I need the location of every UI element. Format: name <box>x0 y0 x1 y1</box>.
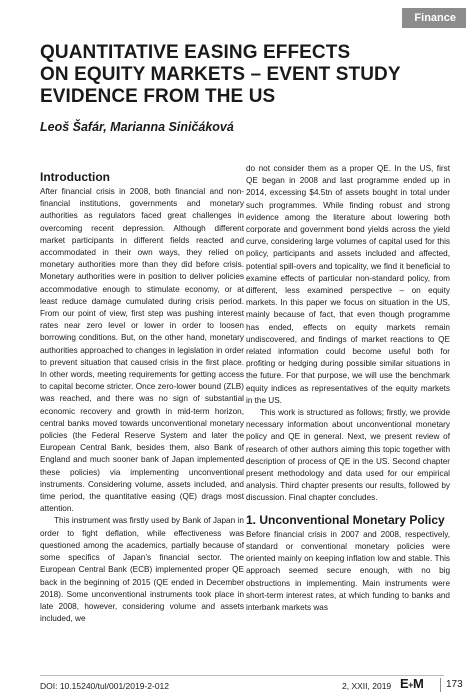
intro-paragraph-4: This work is structured as follows; firstly, we provide necessary information about unconventional monetary policy and QE in general. Next, we present review of research of other authors aiming this topic together with description of process of QE in the US. Second chapter present methodology and data used for our empirical analysis. Third chapter presents our results, followed by discussion. Final chapter concludes. <box>246 408 450 503</box>
title-line-1: QUANTITATIVE EASING EFFECTS <box>40 42 351 63</box>
right-column <box>246 163 450 614</box>
authors: Leoš Šafár, Marianna Siničáková <box>40 120 234 134</box>
title-line-2: ON EQUITY MARKETS – EVENT STUDY <box>40 64 401 85</box>
intro-paragraph-3: do not consider them as a proper QE. In the US, first QE began in 2008 and last programme ended up in 2014, excessing $4.5tn of assets bought in total under such programmes. While finding robust and strong evidence among the literature about lowering both corporate and government bond yields across the yield curve, considering large volumes of capital used for this policy, participants and assets included and affected, potential spill-overs and topicality, we find it beneficial to examine effects of particular non-standard policy, from different, less examined perspective – on equity markets. In this paper we focus on situation in the US, mainly because of fact, that even though programme has ended, effects on equity markets remain undiscovered, and findings of market reactions to QE related information could become useful both for profiting or hedging during possible similar situations in the future. For that purpose, we will use the benchmark equity indices as representatives of the equity markets in the US. <box>246 164 450 405</box>
intro-paragraph-2: This instrument was firstly used by Bank of Japan in order to fight deflation, while effectiveness was questioned among the academics, partially because of some specifics of Japan’s financial sector. The European Central Bank (ECB) implemented proper QE back in the beginning of 2015 (QE ended in December 2018). Some unconventional instruments took place in late 2008, however, considering volume and assets included, we <box>40 516 244 624</box>
article-title <box>40 42 440 108</box>
section-tag: Finance <box>402 8 466 28</box>
footer-divider <box>40 675 444 676</box>
logo-letter-m: M <box>412 676 424 691</box>
page-number: 173 <box>440 678 474 692</box>
logo-letter-e: E <box>400 676 409 691</box>
section-1-heading: 1. Unconventional Monetary Policy <box>246 512 445 527</box>
left-column <box>40 170 244 625</box>
introduction-heading: Introduction <box>40 170 110 184</box>
doi: DOI: 10.15240/tul/001/2019-2-012 <box>40 681 170 691</box>
issue-info: 2, XXII, 2019 <box>342 681 392 691</box>
logo-plus: + <box>408 680 413 690</box>
journal-logo <box>400 676 423 691</box>
section-1-paragraph-1: Before financial crisis in 2007 and 2008, respectively, standard or conventional monetary policies were oriented mainly on keeping inflation low and stable. This approach seemed secure enough, with no big obstructions in implementing. Main instruments were short-term interest rates, at which funding to banks and interbank markets was <box>246 529 450 612</box>
title-line-3: EVIDENCE FROM THE US <box>40 86 276 107</box>
intro-paragraph-1: After financial crisis in 2008, both financial and non-financial institutions, governments and monetary authorities as regulators faced great challenges in overcoming recent depression. Although different market participants in different fields reacted and accommodated in their own ways, they relied on monetary authorities more than they did before crisis. Monetary authorities were in position to deliver policies accommodative enough to stimulate economy, or at least reduce damage cumulated during crisis period. From our point of view, first step was pushing interest rates near zero level or lower in order to loosen borrowing conditions. But, on the other hand, monetary authorities approached to changes in legislation in order to prevent situation that caused crisis in the first place. In other words, meeting requirements for getting access to capital become stricter. Once zero-lower bound (ZLB) was reached, and there was no sign of substantial economic recovery and growth in mid-term horizon, central banks moved towards unconventional monetary policies (the Federal Reserve System and later the European Central Bank, besides them, also Bank of England and much sooner bank of Japan implemented these policies) via implementing unconventional instruments. Considering volume, assets included, and time period, the quantitative easing (QE) drags most attention. <box>40 187 244 514</box>
